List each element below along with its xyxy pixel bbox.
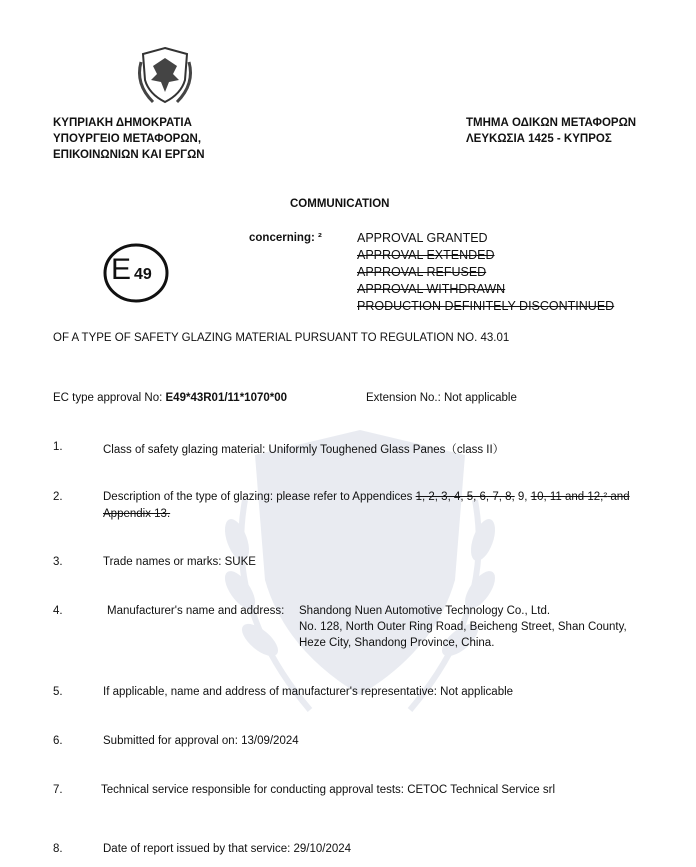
item-4-address-line-3: Heze City, Shandong Province, China. — [299, 637, 495, 649]
status-option-withdrawn: APPROVAL WITHDRAWN — [357, 282, 506, 296]
item-2-line-2: Appendix 13. — [103, 508, 171, 520]
header-left-line-3: ΕΠΙΚΟΙΝΩΝΙΩΝ ΚΑΙ ΕΡΓΩΝ — [53, 149, 205, 161]
header-right-line-2: ΛΕΥΚΩΣΙΑ 1425 - ΚΥΠΡΟΣ — [466, 133, 612, 145]
status-option-discontinued: PRODUCTION DEFINITELY DISCONTINUED — [357, 299, 615, 313]
status-option-extended: APPROVAL EXTENDED — [357, 248, 495, 262]
document-title: COMMUNICATION — [290, 198, 390, 210]
item-4-address-line-1: Shandong Nuen Automotive Technology Co., Ltd. — [299, 605, 551, 617]
subject-line: OF A TYPE OF SAFETY GLAZING MATERIAL PURSUANT TO REGULATION NO. 43.01 — [53, 332, 510, 344]
item-7-number: 7. — [53, 784, 63, 796]
item-6-text: Submitted for approval on: 13/09/2024 — [103, 735, 299, 747]
item-1-number: 1. — [53, 441, 63, 453]
cyprus-emblem — [133, 44, 197, 106]
item-8-number: 8. — [53, 843, 63, 855]
header-right-line-1: ΤΜΗΜΑ ΟΔΙΚΩΝ ΜΕΤΑΦΟΡΩΝ — [466, 117, 637, 129]
concerning-label: concerning: ² — [249, 232, 322, 244]
item-3-number: 3. — [53, 556, 63, 568]
extension-number: Extension No.: Not applicable — [366, 392, 517, 404]
item-4-address-line-2: No. 128, North Outer Ring Road, Beicheng Street, Shan County, — [299, 621, 627, 633]
header-left-line-2: ΥΠΟΥΡΓΕΙΟ ΜΕΤΑΦΟΡΩΝ, — [53, 133, 202, 145]
item-4-number: 4. — [53, 605, 63, 617]
item-2-line-1 — [103, 491, 630, 503]
item-6-number: 6. — [53, 735, 63, 747]
status-option-refused: APPROVAL REFUSED — [357, 265, 487, 279]
item-2-struck-appendices-a: 1, 2, 3, 4, 5, 6, 7, 8, — [415, 491, 515, 503]
header-left-line-1: ΚΥΠΡΙΑΚΗ ΔΗΜΟΚΡΑΤΙΑ — [53, 117, 192, 129]
item-7-text: Technical service responsible for conducting approval tests: CETOC Technical Service srl — [101, 784, 556, 796]
item-2-struck-tail: and — [607, 491, 630, 503]
item-2-struck-appendices-b: 10, 11 and 12,² — [530, 491, 608, 503]
item-3-text: Trade names or marks: SUKE — [103, 556, 256, 568]
item-5-text: If applicable, name and address of manufacturer's representative: Not applicable — [103, 686, 514, 698]
e-mark-number: 49 — [134, 266, 152, 283]
approval-number: E49*43R01/11*1070*00 — [165, 392, 288, 404]
e-mark-letter: E — [111, 253, 132, 286]
item-2-prefix: Description of the type of glazing: please refer to Appendices — [103, 491, 416, 503]
item-2-kept-appendix: 9, — [514, 491, 531, 503]
coat-of-arms-watermark — [215, 410, 505, 730]
item-8-text: Date of report issued by that service: 29/10/2024 — [103, 843, 352, 855]
status-option-granted: APPROVAL GRANTED — [357, 231, 488, 245]
approval-number-line — [53, 392, 287, 404]
approval-label: EC type approval No: — [53, 392, 166, 404]
item-1-text: Class of safety glazing material: Uniformly Toughened Glass Panes（class II） — [103, 444, 505, 456]
item-4-label: Manufacturer's name and address: — [107, 605, 285, 617]
item-2-number: 2. — [53, 491, 63, 503]
item-5-number: 5. — [53, 686, 63, 698]
